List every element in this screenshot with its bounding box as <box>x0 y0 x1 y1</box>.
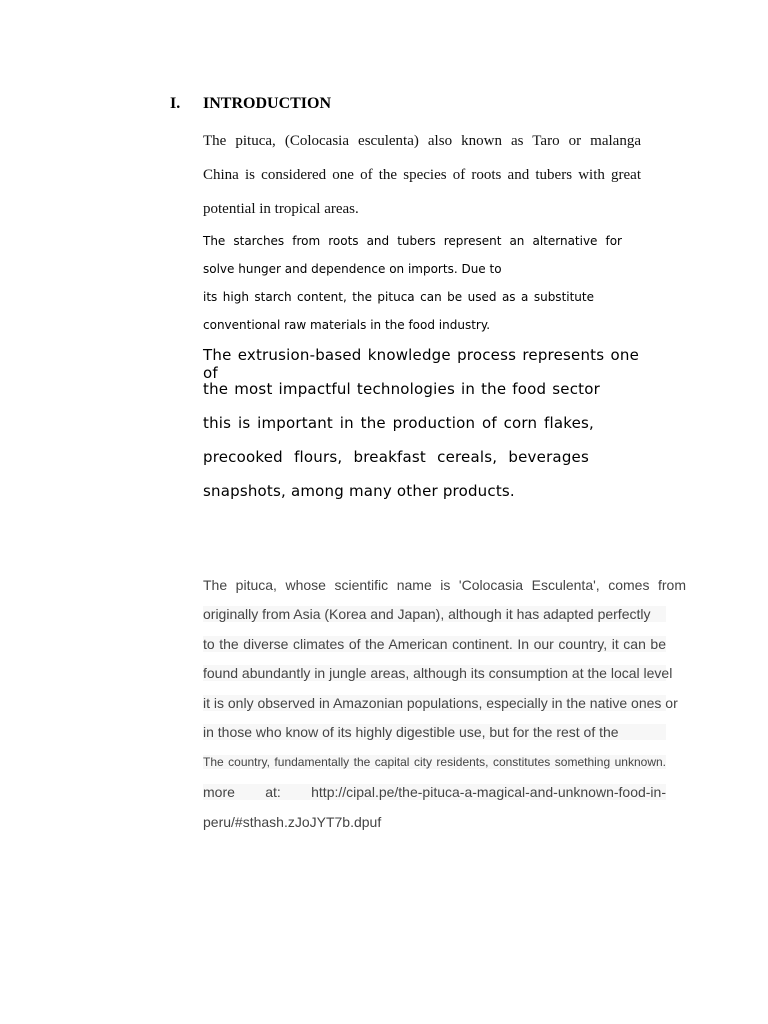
para4-line-7: The country, fundamentally the capital city residents, constitutes something unknown. <box>203 755 666 769</box>
para3-line-4: precooked flours, breakfast cereals, beverages <box>203 448 589 466</box>
para4-line-2: originally from Asia (Korea and Japan), although it has adapted perfectly <box>203 606 666 622</box>
para2-line-1: The starches from roots and tubers represent an alternative for <box>203 234 622 248</box>
para2-line-3: its high starch content, the pituca can be used as a substitute <box>203 290 594 304</box>
para4-source-line: more at: http://cipal.pe/the-pituca-a-magical-and-unknown-food-in- <box>203 784 666 800</box>
para2-line-4: conventional raw materials in the food industry. <box>203 318 491 332</box>
para4-line-6: in those who know of its highly digestible use, but for the rest of the <box>203 724 666 740</box>
para1-line-2: China is considered one of the species of roots and tubers with great <box>203 167 641 183</box>
para3-line-3: this is important in the production of corn flakes, <box>203 414 594 432</box>
para2-line-2: solve hunger and dependence on imports. Due to <box>203 262 502 276</box>
para3-line-1: The extrusion-based knowledge process represents one of <box>203 346 639 382</box>
para4-line-3: to the diverse climates of the American continent. In our country, it can be <box>203 636 666 652</box>
para3-line-5: snapshots, among many other products. <box>203 482 515 500</box>
section-number: I. <box>170 95 181 112</box>
para4-line-1: The pituca, whose scientific name is 'Colocasia Esculenta', comes from <box>203 577 686 593</box>
section-title: INTRODUCTION <box>203 95 332 112</box>
para4-line-5: it is only observed in Amazonian populations, especially in the native ones or <box>203 695 678 711</box>
para4-source-url: peru/#sthash.zJoJYT7b.dpuf <box>203 814 382 830</box>
para1-line-3: potential in tropical areas. <box>203 201 359 217</box>
para4-line-4: found abundantly in jungle areas, although its consumption at the local level <box>203 665 673 681</box>
para3-line-2: the most impactful technologies in the food sector <box>203 380 600 398</box>
para1-line-1: The pituca, (Colocasia esculenta) also known as Taro or malanga <box>203 133 641 149</box>
